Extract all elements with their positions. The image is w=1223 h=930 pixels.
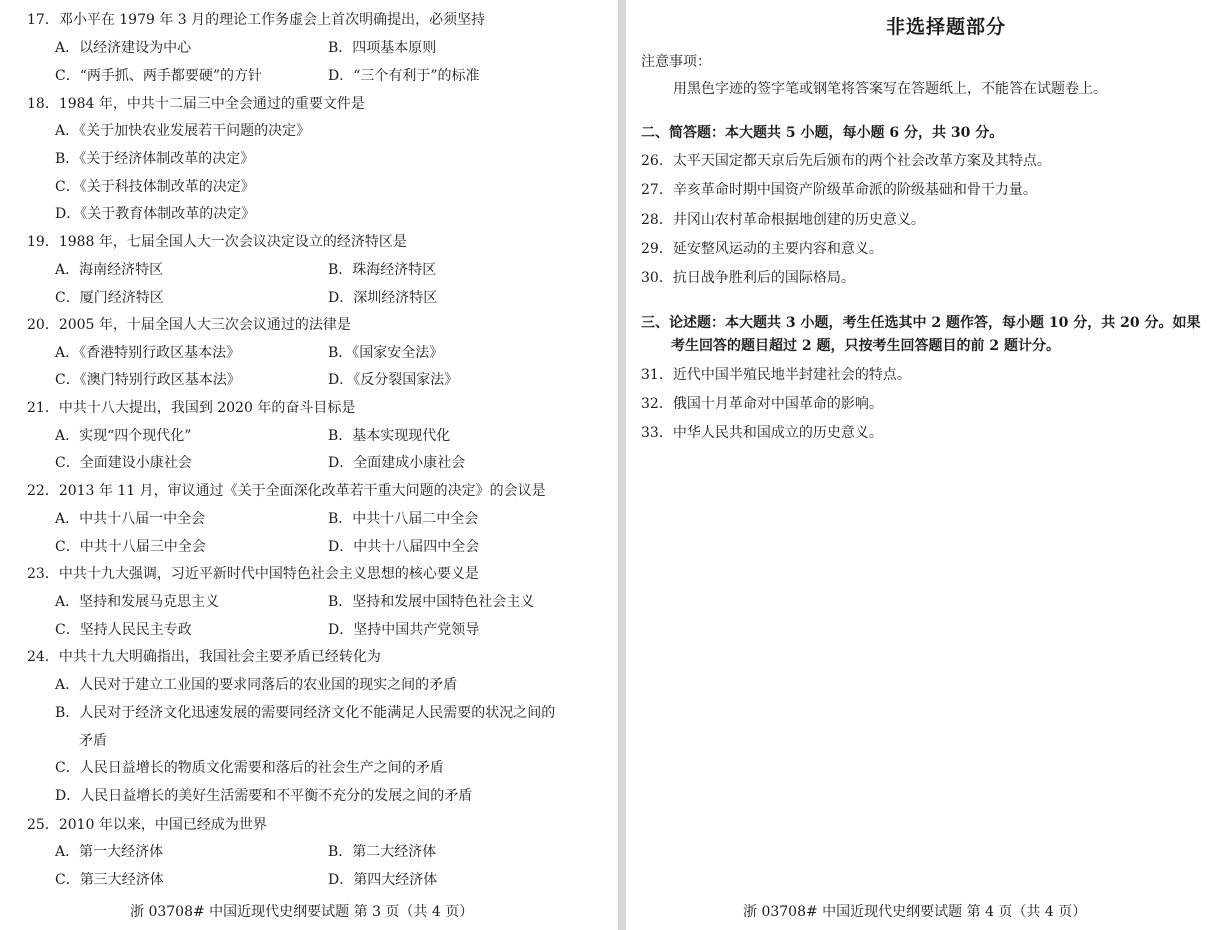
option-21-a: A．实现“四个现代化” bbox=[55, 428, 192, 444]
question-26: 26．太平天国定都天京后先后颁布的两个社会改革方案及其特点。 bbox=[641, 153, 1051, 169]
option-23-b: B．坚持和发展中国特色社会主义 bbox=[328, 594, 535, 610]
exam-page-4 bbox=[626, 0, 1223, 930]
option-17-d: D．“三个有利于”的标准 bbox=[328, 68, 480, 84]
question-23-stem: 23．中共十九大强调，习近平新时代中国特色社会主义思想的核心要义是 bbox=[27, 566, 479, 582]
question-25-stem: 25．2010 年以来，中国已经成为世界 bbox=[27, 817, 267, 833]
question-32: 32．俄国十月革命对中国革命的影响。 bbox=[641, 396, 883, 412]
option-18-d: D．《关于教育体制改革的决定》 bbox=[55, 206, 256, 222]
notice-text: 用黑色字迹的签字笔或钢笔将答案写在答题纸上，不能答在试题卷上。 bbox=[673, 81, 1107, 97]
option-20-a: A．《香港特别行政区基本法》 bbox=[55, 345, 241, 361]
notice-heading: 注意事项： bbox=[641, 54, 711, 70]
option-24-b: B．人民对于经济文化迅速发展的需要同经济文化不能满足人民需要的状况之间的 bbox=[55, 705, 556, 721]
option-17-c: C．“两手抓、两手都要硬”的方针 bbox=[55, 68, 263, 84]
option-18-a: A．《关于加快农业发展若干问题的决定》 bbox=[55, 123, 311, 139]
question-21-stem: 21．中共十八大提出，我国到 2020 年的奋斗目标是 bbox=[27, 400, 356, 416]
question-31: 31．近代中国半殖民地半封建社会的特点。 bbox=[641, 367, 911, 383]
question-17-stem: 17．邓小平在 1979 年 3 月的理论工作务虚会上首次明确提出，必须坚持 bbox=[27, 12, 486, 28]
question-20-stem: 20．2005 年，十届全国人大三次会议通过的法律是 bbox=[27, 317, 351, 333]
option-24-b-continued: 矛盾 bbox=[79, 733, 107, 749]
page-gutter bbox=[618, 0, 626, 930]
question-22-stem: 22．2013 年 11 月，审议通过《关于全面深化改革若干重大问题的决定》的会议是 bbox=[27, 483, 546, 499]
question-19-stem: 19．1988 年，七届全国人大一次会议决定设立的经济特区是 bbox=[27, 234, 407, 250]
option-22-a: A．中共十八届一中全会 bbox=[55, 511, 206, 527]
option-17-b: B．四项基本原则 bbox=[328, 40, 437, 56]
option-19-b: B．珠海经济特区 bbox=[328, 262, 437, 278]
option-20-b: B．《国家安全法》 bbox=[328, 345, 444, 361]
question-28: 28．井冈山农村革命根据地创建的历史意义。 bbox=[641, 212, 925, 228]
option-20-d: D．《反分裂国家法》 bbox=[328, 372, 459, 388]
option-19-a: A．海南经济特区 bbox=[55, 262, 164, 278]
option-22-b: B．中共十八届二中全会 bbox=[328, 511, 479, 527]
option-24-d: D．人民日益增长的美好生活需要和不平衡不充分的发展之间的矛盾 bbox=[55, 788, 473, 804]
section-3-heading-continued: 考生回答的题目超过 2 题，只按考生回答题目的前 2 题计分。 bbox=[671, 338, 1060, 354]
question-30: 30．抗日战争胜利后的国际格局。 bbox=[641, 270, 855, 286]
question-33: 33．中华人民共和国成立的历史意义。 bbox=[641, 425, 883, 441]
option-25-c: C．第三大经济体 bbox=[55, 872, 164, 888]
option-25-a: A．第一大经济体 bbox=[55, 844, 164, 860]
option-24-c: C．人民日益增长的物质文化需要和落后的社会生产之间的矛盾 bbox=[55, 760, 444, 776]
option-23-d: D．坚持中国共产党领导 bbox=[328, 622, 480, 638]
option-17-a: A．以经济建设为中心 bbox=[55, 40, 192, 56]
option-19-d: D．深圳经济特区 bbox=[328, 290, 438, 306]
page-4-footer: 浙 03708# 中国近现代史纲要试题 第 4 页（共 4 页） bbox=[743, 904, 1087, 920]
question-18-stem: 18．1984 年，中共十二届三中全会通过的重要文件是 bbox=[27, 96, 365, 112]
option-23-a: A．坚持和发展马克思主义 bbox=[55, 594, 220, 610]
section-title: 非选择题部分 bbox=[886, 16, 1007, 38]
option-18-c: C．《关于科技体制改革的决定》 bbox=[55, 179, 255, 195]
question-27: 27．辛亥革命时期中国资产阶级革命派的阶级基础和骨干力量。 bbox=[641, 182, 1037, 198]
section-3-heading: 三、论述题：本大题共 3 小题，考生任选其中 2 题作答，每小题 10 分，共 20 分。如果 bbox=[641, 315, 1201, 331]
option-22-c: C．中共十八届三中全会 bbox=[55, 539, 206, 555]
question-29: 29．延安整风运动的主要内容和意义。 bbox=[641, 241, 883, 257]
option-21-c: C．全面建设小康社会 bbox=[55, 455, 192, 471]
option-24-a: A．人民对于建立工业国的要求同落后的农业国的现实之间的矛盾 bbox=[55, 677, 458, 693]
option-21-d: D．全面建成小康社会 bbox=[328, 455, 466, 471]
option-25-d: D．第四大经济体 bbox=[328, 872, 438, 888]
section-2-heading: 二、简答题：本大题共 5 小题，每小题 6 分，共 30 分。 bbox=[641, 125, 1004, 141]
question-24-stem: 24．中共十九大明确指出，我国社会主要矛盾已经转化为 bbox=[27, 649, 381, 665]
option-21-b: B．基本实现现代化 bbox=[328, 428, 451, 444]
option-25-b: B．第二大经济体 bbox=[328, 844, 437, 860]
option-18-b: B．《关于经济体制改革的决定》 bbox=[55, 151, 255, 167]
page-3-footer: 浙 03708# 中国近现代史纲要试题 第 3 页（共 4 页） bbox=[130, 904, 474, 920]
option-23-c: C．坚持人民民主专政 bbox=[55, 622, 192, 638]
option-22-d: D．中共十八届四中全会 bbox=[328, 539, 480, 555]
option-19-c: C．厦门经济特区 bbox=[55, 290, 164, 306]
option-20-c: C．《澳门特别行政区基本法》 bbox=[55, 372, 241, 388]
